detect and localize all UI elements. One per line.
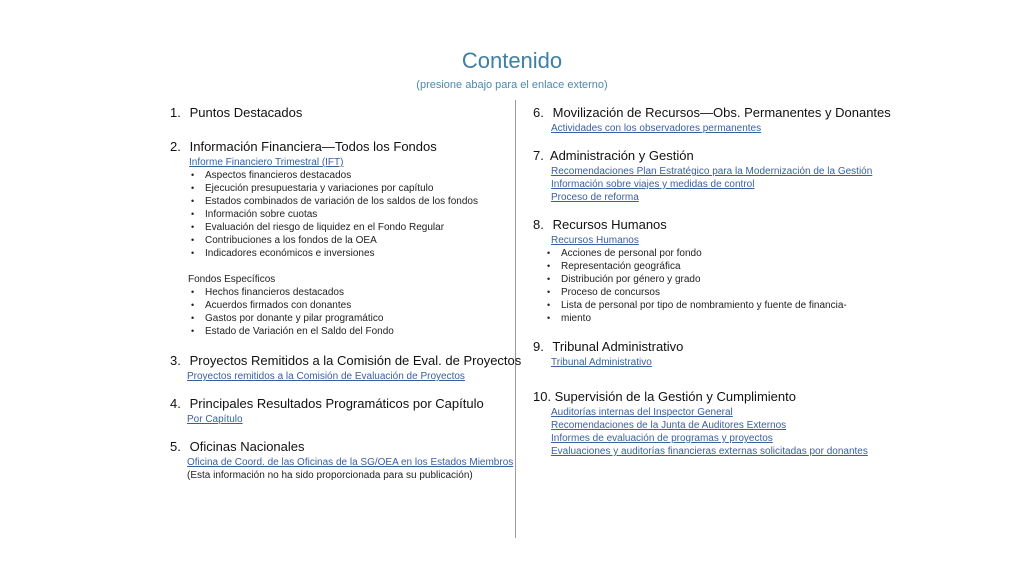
link-por-capitulo[interactable]: Por Capítulo [187, 414, 243, 425]
link-reforma[interactable]: Proceso de reforma [551, 192, 639, 203]
column-divider [515, 100, 516, 538]
list-item: • Distribución por género y grado [545, 273, 847, 286]
list-item-continuation: • miento [545, 312, 847, 325]
section-heading: 10. Supervisión de la Gestión y Cumplimiento [533, 389, 796, 404]
link-tribunal[interactable]: Tribunal Administrativo [551, 357, 652, 368]
section-8 [533, 217, 847, 325]
link-observadores[interactable]: Actividades con los observadores permanentes [551, 123, 762, 134]
list-item: • Acciones de personal por fondo [545, 247, 847, 260]
section-5 [170, 439, 513, 482]
section-heading: 6. Movilización de Recursos—Obs. Permanentes y Donantes [533, 105, 891, 120]
page-title: Contenido [461, 48, 563, 73]
bullet-list [545, 247, 847, 325]
link-ift[interactable]: Informe Financiero Trimestral (IFT) [189, 157, 344, 168]
section-9 [533, 339, 683, 369]
list-item: • Acuerdos firmados con donantes [189, 299, 478, 312]
link-informes-evaluacion[interactable]: Informes de evaluación de programas y proyectos [551, 433, 773, 444]
bullet-list [189, 286, 478, 338]
section-heading: 2. Información Financiera—Todos los Fondos [170, 139, 437, 154]
link-oficinas[interactable]: Oficina de Coord. de las Oficinas de la SG/OEA en los Estados Miembros [187, 457, 514, 468]
section-heading: 5. Oficinas Nacionales [170, 439, 305, 454]
list-item: • Lista de personal por tipo de nombramiento y fuente de financia- [545, 299, 847, 312]
link-plan-estrategico[interactable]: Recomendaciones Plan Estratégico para la Modernización de la Gestión [551, 166, 873, 177]
section-heading: 1. Puntos Destacados [170, 105, 303, 120]
section-4 [170, 396, 484, 426]
section-7 [533, 148, 872, 204]
page-subtitle: (presione abajo para el enlace externo) [416, 79, 608, 91]
list-item: • Ejecución presupuestaria y variaciones por capítulo [189, 182, 478, 195]
bullet-list [189, 169, 478, 260]
list-item: • Estados combinados de variación de los saldos de los fondos [189, 195, 478, 208]
section-6 [533, 105, 891, 135]
section-heading: 9. Tribunal Administrativo [533, 339, 684, 354]
list-item: • Representación geográfica [545, 260, 847, 273]
section-3 [170, 353, 521, 383]
section-heading: 4. Principales Resultados Programáticos por Capítulo [170, 396, 484, 411]
list-item: • Información sobre cuotas [189, 208, 478, 221]
list-item: • Estado de Variación en el Saldo del Fondo [189, 325, 478, 338]
link-viajes[interactable]: Información sobre viajes y medidas de control [551, 179, 755, 190]
link-junta-auditores[interactable]: Recomendaciones de la Junta de Auditores Externos [551, 420, 787, 431]
link-proyectos[interactable]: Proyectos remitidos a la Comisión de Evaluación de Proyectos [187, 371, 465, 382]
subheading-fondos: Fondos Específicos [188, 274, 276, 285]
section-1 [170, 105, 302, 121]
section-heading: 8. Recursos Humanos [533, 217, 667, 232]
section-10 [533, 389, 868, 458]
list-item: • Aspectos financieros destacados [189, 169, 478, 182]
section-2 [170, 139, 478, 338]
link-evaluaciones-externas[interactable]: Evaluaciones y auditorías financieras externas solicitadas por donantes [551, 446, 868, 457]
list-item: • Gastos por donante y pilar programático [189, 312, 478, 325]
section-heading: 3. Proyectos Remitidos a la Comisión de Eval. de Proyectos [170, 353, 522, 368]
link-recursos-humanos[interactable]: Recursos Humanos [551, 235, 639, 246]
link-auditorias-internas[interactable]: Auditorías internas del Inspector General [551, 407, 733, 418]
list-item: • Indicadores económicos e inversiones [189, 247, 478, 260]
note-text: (Esta información no ha sido proporcionada para su publicación) [187, 470, 473, 481]
list-item: • Contribuciones a los fondos de la OEA [189, 234, 478, 247]
section-heading: 7. Administración y Gestión [533, 148, 694, 163]
list-item: • Evaluación del riesgo de liquidez en el Fondo Regular [189, 221, 478, 234]
list-item: • Hechos financieros destacados [189, 286, 478, 299]
list-item: • Proceso de concursos [545, 286, 847, 299]
